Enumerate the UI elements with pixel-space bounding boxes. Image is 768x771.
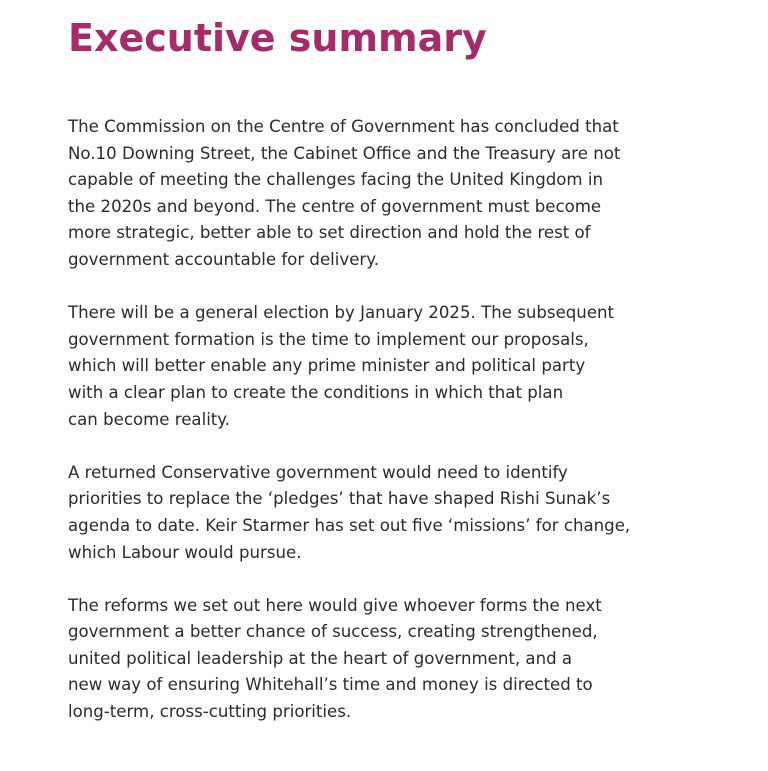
text-line: which will better enable any prime minister and political party xyxy=(68,356,586,376)
text-line: The Commission on the Centre of Government has concluded that xyxy=(68,117,619,136)
text-line: government a better chance of success, creating strengthened, xyxy=(68,622,598,642)
executive-summary-body xyxy=(68,114,668,752)
text-line: with a clear plan to create the conditions in which that plan xyxy=(68,382,564,402)
text-line: long-term, cross-cutting priorities. xyxy=(68,702,352,722)
text-line: A returned Conservative government would need to identify xyxy=(68,462,568,482)
text-line: united political leadership at the heart of government, and a xyxy=(68,648,573,668)
text-line: priorities to replace the ‘pledges’ that have shaped Rishi Sunak’s xyxy=(68,489,611,509)
text-line: agenda to date. Keir Starmer has set out five ‘missions’ for change, xyxy=(68,515,631,535)
text-line: more strategic, better able to set direction and hold the rest of xyxy=(68,223,591,243)
text-line: government formation is the time to implement our proposals, xyxy=(68,329,589,349)
text-line: The reforms we set out here would give whoever forms the next xyxy=(68,595,602,615)
text-line: There will be a general election by January 2025. The subsequent xyxy=(68,303,615,323)
paragraph-3 xyxy=(68,460,668,566)
text-line: can become reality. xyxy=(68,409,231,429)
text-line: which Labour would pursue. xyxy=(68,542,302,562)
paragraph-2 xyxy=(68,300,668,433)
page-title: Executive summary xyxy=(68,16,487,60)
text-line: government accountable for delivery. xyxy=(68,249,379,269)
text-line: the 2020s and beyond. The centre of government must become xyxy=(68,196,602,216)
paragraph-1 xyxy=(68,114,668,274)
text-line: capable of meeting the challenges facing the United Kingdom in xyxy=(68,170,604,190)
text-line: No.10 Downing Street, the Cabinet Office and the Treasury are not xyxy=(68,143,621,163)
text-line: new way of ensuring Whitehall’s time and money is directed to xyxy=(68,675,593,695)
paragraph-4 xyxy=(68,593,668,726)
